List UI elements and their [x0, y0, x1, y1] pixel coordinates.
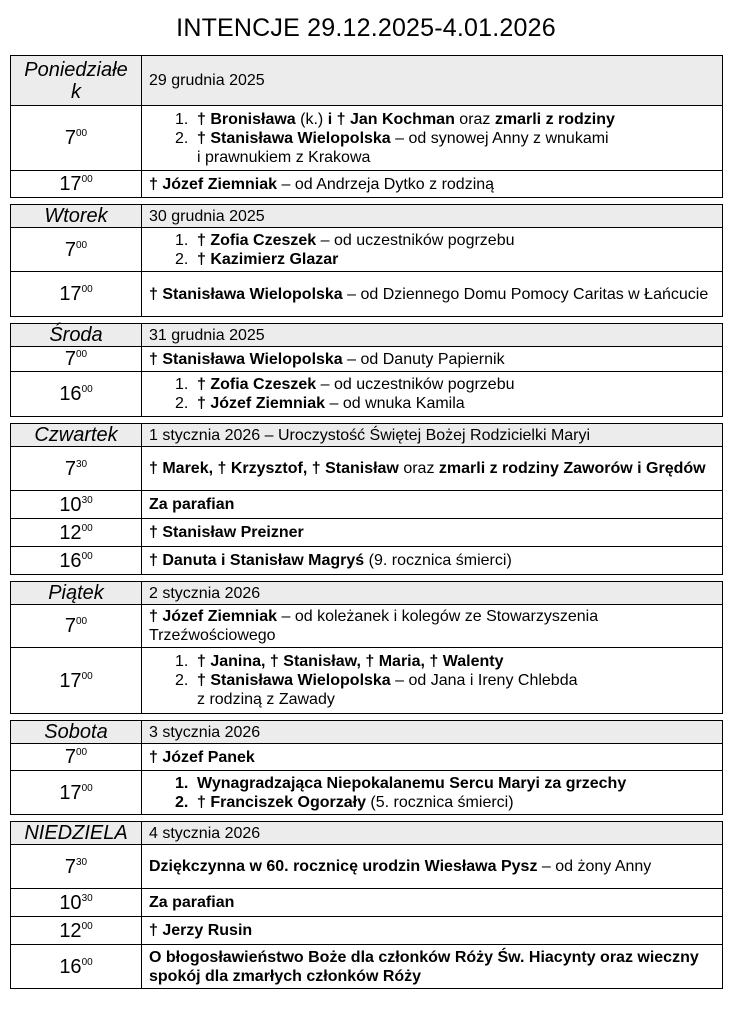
mass-row [11, 917, 723, 945]
day-table [10, 821, 723, 989]
intention-note: – od Jana i Ireny Chlebda [390, 672, 578, 689]
mass-minutes: 00 [81, 522, 93, 534]
intention-line [149, 394, 716, 413]
mass-time [11, 228, 142, 272]
list-number: 2. [175, 672, 189, 689]
mass-hour: 7 [64, 457, 76, 480]
intention-line [149, 652, 716, 671]
mass-minutes: 30 [76, 458, 88, 470]
list-number: 2. [175, 250, 189, 268]
intention-name: † Bronisława [197, 110, 296, 128]
intention-line [149, 148, 716, 167]
mass-row [11, 372, 723, 417]
mass-time [11, 347, 142, 372]
day-date: 1 stycznia 2026 – Uroczystość Świętej Bożej Rodzicielki Maryi [142, 424, 723, 447]
intention-text [142, 272, 723, 317]
intention-text [142, 605, 723, 648]
mass-hour: 7 [64, 615, 76, 637]
day-table [10, 423, 723, 575]
mass-row [11, 171, 723, 198]
day-header-row [11, 582, 723, 605]
mass-minutes: 00 [81, 174, 93, 185]
list-number: 2. [175, 395, 189, 412]
list-number: 1. [175, 653, 189, 670]
intention-name: O błogosławieństwo Boże dla członków Róży Św. Hiacynty oraz wieczny spokój dla zmarłych członków Róży [149, 948, 699, 985]
mass-row [11, 771, 723, 815]
mass-time [11, 272, 142, 317]
mass-hour: 7 [64, 348, 76, 370]
intention-note: – od uczestników pogrzebu [316, 231, 515, 249]
intention-text [142, 771, 723, 815]
intention-line [149, 129, 716, 148]
mass-time [11, 744, 142, 771]
intention-name: † Józef Ziemniak [149, 175, 278, 193]
intention-name: † Józef Ziemniak [197, 395, 326, 412]
intention-note: – od żony Anny [537, 858, 652, 875]
mass-time [11, 917, 142, 945]
intention-text [142, 889, 723, 917]
intention-line [149, 459, 716, 478]
list-number: 2. [175, 793, 189, 811]
day-date: 4 stycznia 2026 [142, 822, 723, 845]
mass-time [11, 648, 142, 714]
mass-minutes: 00 [76, 747, 88, 758]
intention-name: Za parafian [149, 496, 235, 513]
intention-text [142, 519, 723, 547]
intention-line [149, 774, 716, 793]
day-table [10, 720, 723, 815]
intention-name: † Kazimierz Glazar [197, 250, 339, 268]
mass-row [11, 272, 723, 317]
mass-row [11, 889, 723, 917]
mass-minutes: 00 [76, 616, 88, 627]
mass-minutes: 00 [81, 782, 93, 794]
mass-row [11, 744, 723, 771]
intention-line [149, 350, 716, 369]
day-header-row [11, 424, 723, 447]
intention-text [142, 917, 723, 945]
intention-line [149, 857, 716, 876]
list-number: 1. [175, 110, 189, 128]
mass-hour: 7 [64, 746, 76, 768]
intention-name: † Zofia Czeszek [197, 231, 317, 249]
mass-minutes: 00 [81, 956, 93, 968]
mass-row [11, 491, 723, 519]
mass-minutes: 00 [81, 550, 93, 562]
mass-minutes: 00 [76, 239, 88, 251]
intention-name: i † Jan Kochman [327, 110, 455, 128]
intention-line [149, 690, 716, 709]
intention-line [149, 551, 716, 570]
day-date: 3 stycznia 2026 [142, 721, 723, 744]
day-header-row [11, 56, 723, 106]
intention-name: † Stanisława Wielopolska [149, 285, 343, 303]
page-title: INTENCJE 29.12.2025-4.01.2026 [176, 14, 556, 42]
intention-text [142, 845, 723, 889]
intention-note: (5. rocznica śmierci) [365, 793, 514, 811]
day-name [11, 56, 142, 106]
mass-row [11, 605, 723, 648]
mass-hour: 17 [59, 781, 82, 804]
intention-note: oraz [398, 460, 439, 477]
intention-text [142, 744, 723, 771]
mass-hour: 7 [64, 238, 76, 261]
day-table [10, 204, 723, 317]
mass-hour: 16 [59, 955, 82, 978]
intention-name: † Stanisław Preizner [149, 524, 304, 541]
intention-name: zmarli z rodziny [494, 110, 615, 128]
mass-hour: 17 [59, 283, 82, 305]
mass-time [11, 605, 142, 648]
day-date: 2 stycznia 2026 [142, 582, 723, 605]
intention-note: – od Danuty Papiernik [342, 350, 505, 368]
intention-note: (9. rocznica śmierci) [364, 552, 512, 569]
list-number: 1. [175, 774, 189, 792]
day-name: Czwartek [11, 424, 142, 447]
mass-row [11, 106, 723, 171]
mass-time [11, 106, 142, 171]
intention-line [149, 921, 716, 940]
intention-note: (k.) [295, 110, 328, 128]
mass-row [11, 447, 723, 491]
intention-text [142, 547, 723, 575]
mass-hour: 7 [64, 127, 76, 149]
mass-minutes: 00 [76, 128, 88, 139]
day-name: NIEDZIELA [11, 822, 142, 845]
intention-note: oraz [454, 110, 495, 128]
mass-hour: 10 [59, 891, 82, 914]
day-header-row [11, 822, 723, 845]
intention-line [149, 523, 716, 542]
intention-name: † Stanisława Wielopolska [197, 672, 391, 689]
mass-time [11, 519, 142, 547]
day-name: Wtorek [11, 205, 142, 228]
mass-hour: 17 [59, 173, 82, 195]
intention-line [149, 250, 716, 269]
intention-name: † Józef Ziemniak [149, 608, 278, 625]
day-name-line: Poniedziałe [24, 58, 128, 81]
mass-time [11, 491, 142, 519]
mass-hour: 7 [64, 855, 76, 878]
day-header-row [11, 721, 723, 744]
mass-time [11, 171, 142, 198]
intention-name: † Zofia Czeszek [197, 376, 317, 393]
intention-text [142, 945, 723, 989]
day-date: 31 grudnia 2025 [142, 324, 723, 347]
mass-minutes: 30 [81, 494, 93, 506]
intention-note: – od uczestników pogrzebu [316, 376, 515, 393]
intention-name: Za parafian [149, 894, 235, 911]
intention-name: Dziękczynna w 60. rocznicę urodzin Wiesława Pysz [149, 858, 538, 875]
mass-minutes: 00 [81, 920, 93, 932]
intention-line [149, 748, 716, 767]
intention-note: – od synowej Anny z wnukami [390, 129, 609, 147]
mass-time [11, 372, 142, 417]
day-date: 30 grudnia 2025 [142, 205, 723, 228]
mass-time [11, 547, 142, 575]
intention-line [149, 607, 716, 645]
intention-text [142, 171, 723, 198]
mass-minutes: 00 [81, 284, 93, 295]
intention-note: i prawnukiem z Krakowa [197, 148, 371, 166]
intention-name: † Józef Panek [149, 748, 255, 766]
mass-row [11, 648, 723, 714]
intention-note: – od Andrzeja Dytko z rodziną [277, 175, 495, 193]
day-header-row [11, 324, 723, 347]
intention-text [142, 106, 723, 171]
list-number: 2. [175, 129, 189, 147]
intention-line [149, 375, 716, 394]
intention-line [149, 110, 716, 129]
mass-time [11, 771, 142, 815]
intention-text [142, 228, 723, 272]
intention-name: † Marek, † Krzysztof, † Stanisław [149, 460, 399, 477]
mass-time [11, 845, 142, 889]
list-number: 1. [175, 376, 189, 393]
mass-hour: 10 [59, 493, 82, 516]
list-number: 1. [175, 231, 189, 249]
day-table [10, 323, 723, 417]
intentions-schedule [10, 55, 723, 989]
mass-time [11, 945, 142, 989]
intention-line [149, 793, 716, 812]
mass-hour: 16 [59, 383, 82, 405]
mass-time [11, 889, 142, 917]
mass-row [11, 519, 723, 547]
intention-name: † Stanisława Wielopolska [197, 129, 391, 147]
mass-row [11, 845, 723, 889]
mass-row [11, 547, 723, 575]
intention-text [142, 447, 723, 491]
mass-row [11, 347, 723, 372]
mass-minutes: 30 [81, 892, 93, 904]
day-name-line: k [71, 80, 81, 103]
intention-note: z rodziną z Zawady [197, 691, 335, 708]
intention-name: † Jerzy Rusin [149, 922, 253, 939]
day-header-row [11, 205, 723, 228]
mass-minutes: 00 [81, 384, 93, 395]
intention-note: – od Dziennego Domu Pomocy Caritas w Łańcucie [342, 285, 709, 303]
intention-line [149, 495, 716, 514]
mass-hour: 16 [59, 549, 82, 572]
mass-time [11, 447, 142, 491]
intention-line [149, 948, 716, 986]
mass-minutes: 00 [81, 670, 93, 682]
intention-name: zmarli z rodziny Zaworów i Grędów [438, 460, 706, 477]
mass-minutes: 30 [76, 856, 88, 868]
intention-text [142, 347, 723, 372]
intention-name: † Janina, † Stanisław, † Maria, † Walenty [197, 653, 504, 670]
intention-text [142, 372, 723, 417]
intention-line [149, 231, 716, 250]
intention-name: † Danuta i Stanisław Magryś [149, 552, 365, 569]
day-name: Sobota [11, 721, 142, 744]
intention-note: – od wnuka Kamila [325, 395, 465, 412]
day-date: 29 grudnia 2025 [142, 56, 723, 106]
mass-minutes: 00 [76, 349, 88, 360]
intention-name: † Stanisława Wielopolska [149, 350, 343, 368]
intention-text [142, 648, 723, 714]
intention-line [149, 285, 716, 304]
intention-line [149, 671, 716, 690]
intention-name: Wynagradzająca Niepokalanemu Sercu Maryi za grzechy [197, 774, 627, 792]
day-name: Piątek [11, 582, 142, 605]
mass-hour: 12 [59, 521, 82, 544]
intention-line [149, 175, 716, 194]
intention-name: † Franciszek Ogorzały [197, 793, 366, 811]
day-table [10, 581, 723, 714]
day-table [10, 55, 723, 198]
day-name: Środa [11, 324, 142, 347]
intention-line [149, 893, 716, 912]
mass-hour: 17 [59, 669, 82, 692]
mass-hour: 12 [59, 919, 82, 942]
mass-row [11, 945, 723, 989]
intention-text [142, 491, 723, 519]
mass-row [11, 228, 723, 272]
intention-note: – od koleżanek i kolegów ze Stowarzyszenia Trzeźwościowego [149, 608, 599, 644]
